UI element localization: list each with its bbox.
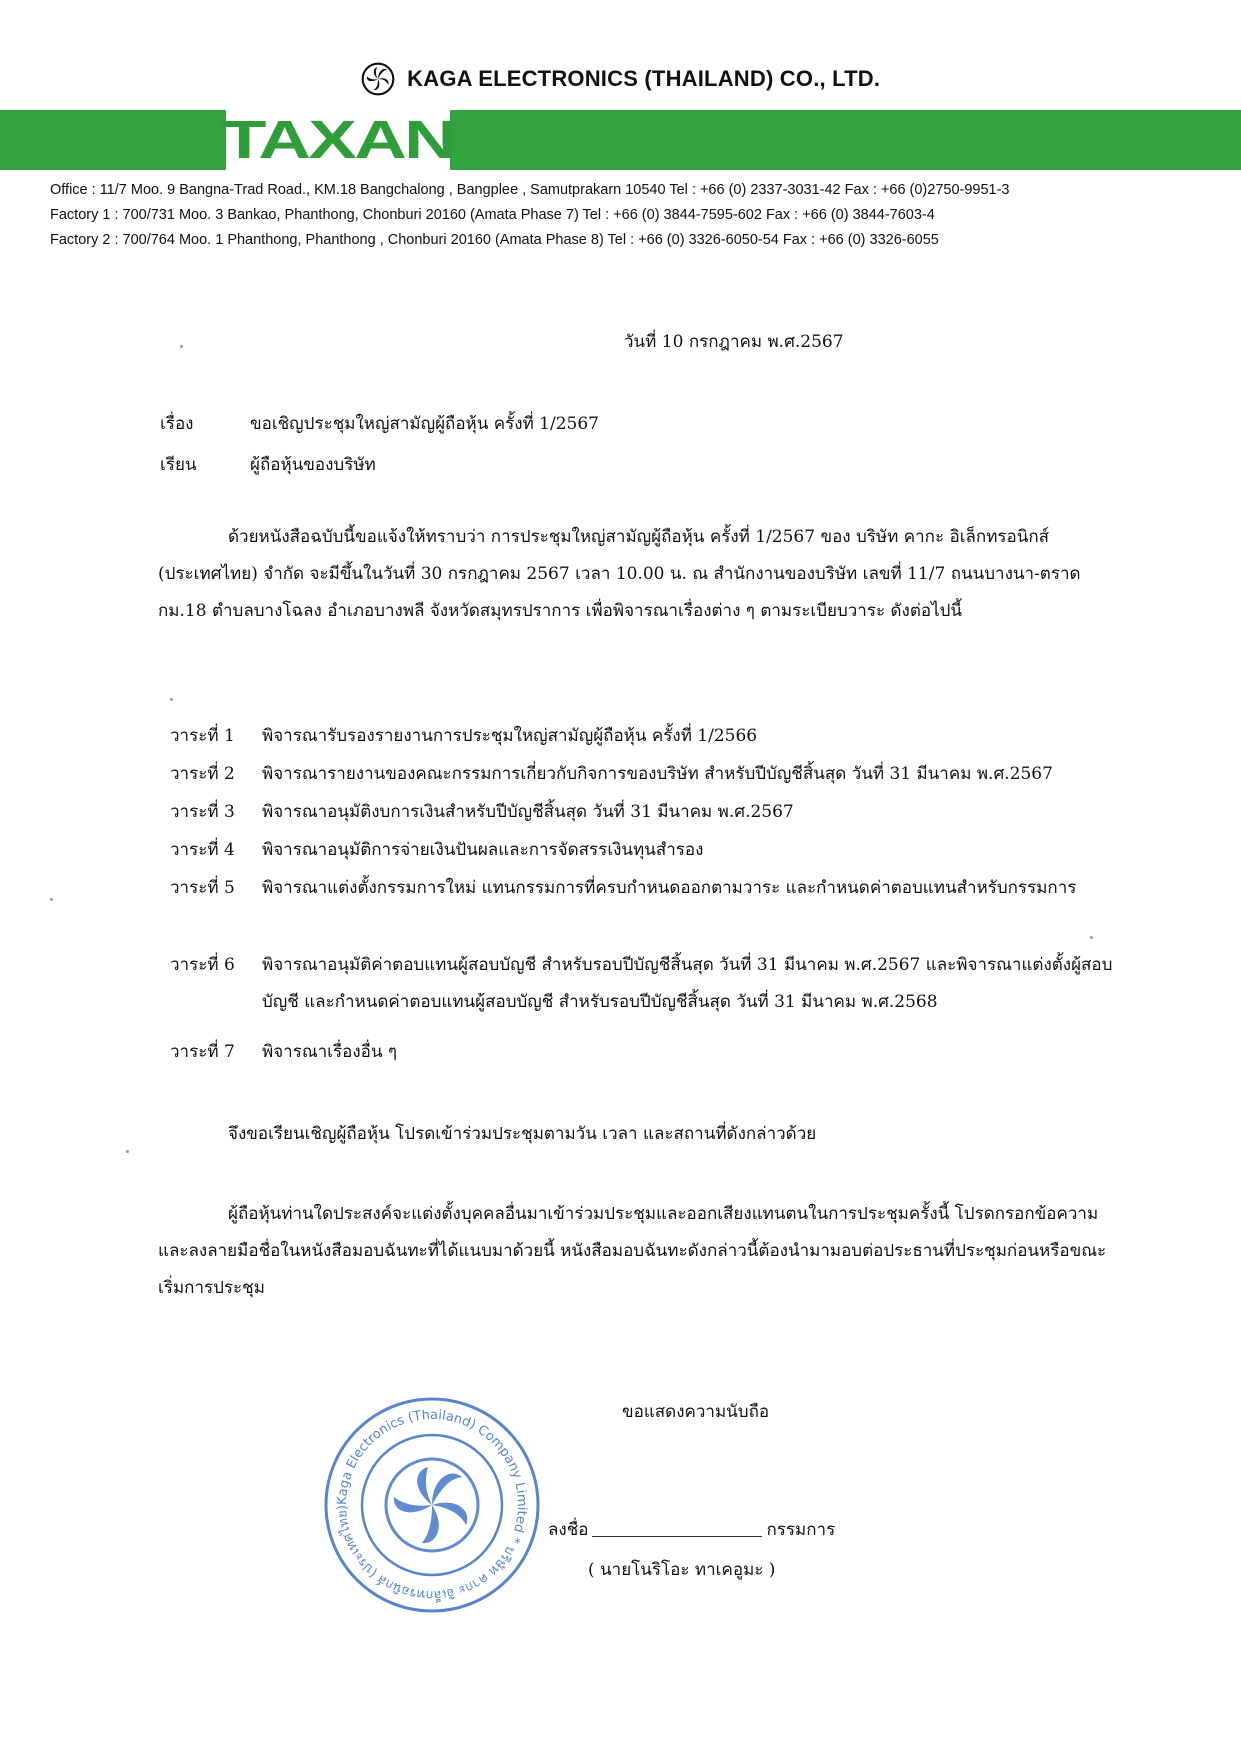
agenda-item	[170, 1034, 1120, 1071]
signature-line	[548, 1516, 835, 1543]
brand-logo: TAXAN	[221, 110, 455, 170]
agenda-item	[170, 756, 1120, 793]
scan-speck	[126, 1150, 129, 1153]
agenda-text: พิจารณาอนุมัติค่าตอบแทนผู้สอบบัญชี สำหรับรอบปีบัญชีสิ้นสุด วันที่ 31 มีนาคม พ.ศ.2567 และพิจารณาแต่งตั้งผู้สอบบัญชี และกำหนดค่าตอบแทนผู้สอบบัญชี สำหรับรอบปีบัญชีสิ้นสุด วันที่ 31 มีนาคม พ.ศ.2568	[262, 955, 1113, 1012]
agenda-number: วาระที่ 5	[170, 878, 235, 898]
brand-logo-box	[221, 110, 455, 170]
agenda-number: วาระที่ 6	[170, 955, 235, 975]
sign-label: ลงชื่อ	[548, 1520, 589, 1540]
to-text: ผู้ถือหุ้นของบริษัท	[250, 455, 376, 475]
subject-label: เรื่อง	[160, 414, 194, 434]
agenda-item	[170, 832, 1120, 869]
agenda-text: พิจารณาอนุมัติงบการเงินสำหรับปีบัญชีสิ้นสุด วันที่ 31 มีนาคม พ.ศ.2567	[262, 802, 794, 822]
company-name: KAGA ELECTRONICS (THAILAND) CO., LTD.	[407, 66, 881, 91]
company-header	[0, 62, 1241, 96]
agenda-number: วาระที่ 1	[170, 726, 235, 746]
agenda-number: วาระที่ 3	[170, 802, 235, 822]
intro-paragraph: ด้วยหนังสือฉบับนี้ขอแจ้งให้ทราบว่า การประชุมใหญ่สามัญผู้ถือหุ้น ครั้งที่ 1/2567 ของ บริษัท คากะ อิเล็กทรอนิกส์ (ประเทศไทย) จำกัด จะมีขึ้นในวันที่ 30 กรกฎาคม 2567 เวลา 10.00 น. ณ สำนักงานของบริษัท เลขที่ 11/7 ถนนบางนา-ตราด กม.18 ตำบลบางโฉลง อำเภอบางพลี จังหวัดสมุทรปราการ เพื่อพิจารณาเรื่องต่าง ๆ ตามระเบียบวาระ ดังต่อไปนี้	[158, 527, 1081, 621]
scan-speck	[180, 345, 183, 348]
signature-blank	[592, 1536, 762, 1537]
invitation-line: จึงขอเรียนเชิญผู้ถือหุ้น โปรดเข้าร่วมประชุมตามวัน เวลา และสถานที่ดังกล่าวด้วย	[228, 1124, 817, 1144]
agenda-item	[170, 870, 1120, 907]
agenda-item	[170, 794, 1120, 831]
scan-speck	[50, 898, 53, 901]
address-office: Office : 11/7 Moo. 9 Bangna-Trad Road., KM.18 Bangchalong , Bangplee , Samutprakarn 10540 Tel : +66 (0) 2337-3031-42 Fax : +66 (0)2750-9951-3	[50, 182, 1010, 198]
closing-text: ขอแสดงความนับถือ	[622, 1402, 770, 1422]
agenda-text: พิจารณาเรื่องอื่น ๆ	[262, 1042, 397, 1062]
address-factory-1: Factory 1 : 700/731 Moo. 3 Bankao, Phanthong, Chonburi 20160 (Amata Phase 7) Tel : +66 (0) 3844-7595-602 Fax : +66 (0) 3844-7603-4	[50, 207, 935, 223]
agenda-list	[0, 718, 1241, 1078]
agenda-text: พิจารณาแต่งตั้งกรรมการใหม่ แทนกรรมการที่ครบกำหนดออกตามวาระ และกำหนดค่าตอบแทนสำหรับกรรมการ	[262, 878, 1077, 898]
agenda-number: วาระที่ 4	[170, 840, 235, 860]
agenda-text: พิจารณารายงานของคณะกรรมการเกี่ยวกับกิจการของบริษัท สำหรับปีบัญชีสิ้นสุด วันที่ 31 มีนาคม พ.ศ.2567	[262, 764, 1053, 784]
letter-date: วันที่ 10 กรกฎาคม พ.ศ.2567	[624, 332, 844, 352]
proxy-paragraph: ผู้ถือหุ้นท่านใดประสงค์จะแต่งตั้งบุคคลอื่นมาเข้าร่วมประชุมและออกเสียงแทนตนในการประชุมครั้งนี้ โปรดกรอกข้อความและลงลายมือชื่อในหนังสือมอบฉันทะที่ได้แนบมาด้วยนี้ หนังสือมอบฉันทะดังกล่าวนี้ต้องนำมามอบต่อประธานที่ประชุมก่อนหรือขณะเริ่มการประชุม	[158, 1204, 1107, 1298]
address-factory-2: Factory 2 : 700/764 Moo. 1 Phanthong, Phanthong , Chonburi 20160 (Amata Phase 8) Tel : +66 (0) 3326-6050-54 Fax : +66 (0) 3326-6055	[50, 232, 939, 248]
agenda-item	[170, 718, 1120, 755]
to-label: เรียน	[160, 455, 197, 475]
subject-text: ขอเชิญประชุมใหญ่สามัญผู้ถือหุ้น ครั้งที่ 1/2567	[250, 414, 599, 434]
kaga-swirl-icon	[361, 62, 395, 96]
agenda-number: วาระที่ 2	[170, 764, 235, 784]
signer-name: ( นายโนริโอะ ทาเคอูมะ )	[588, 1560, 776, 1580]
scan-speck	[1090, 936, 1093, 939]
agenda-number: วาระที่ 7	[170, 1042, 235, 1062]
scan-speck	[170, 698, 173, 701]
agenda-item	[170, 947, 1120, 1021]
svg-text:Kaga Electronics (Thailand) Co: Kaga Electronics (Thailand) Company Limited * บริษัท คากะ อิเล็กทรอนิกส์ (ประเทศไทย)	[334, 1407, 530, 1603]
brand-band	[0, 110, 1241, 170]
agenda-text: พิจารณารับรองรายงานการประชุมใหญ่สามัญผู้ถือหุ้น ครั้งที่ 1/2566	[262, 726, 758, 746]
agenda-text: พิจารณาอนุมัติการจ่ายเงินปันผลและการจัดสรรเงินทุนสำรอง	[262, 840, 704, 860]
company-seal-stamp	[322, 1395, 542, 1615]
sign-title: กรรมการ	[766, 1520, 836, 1540]
